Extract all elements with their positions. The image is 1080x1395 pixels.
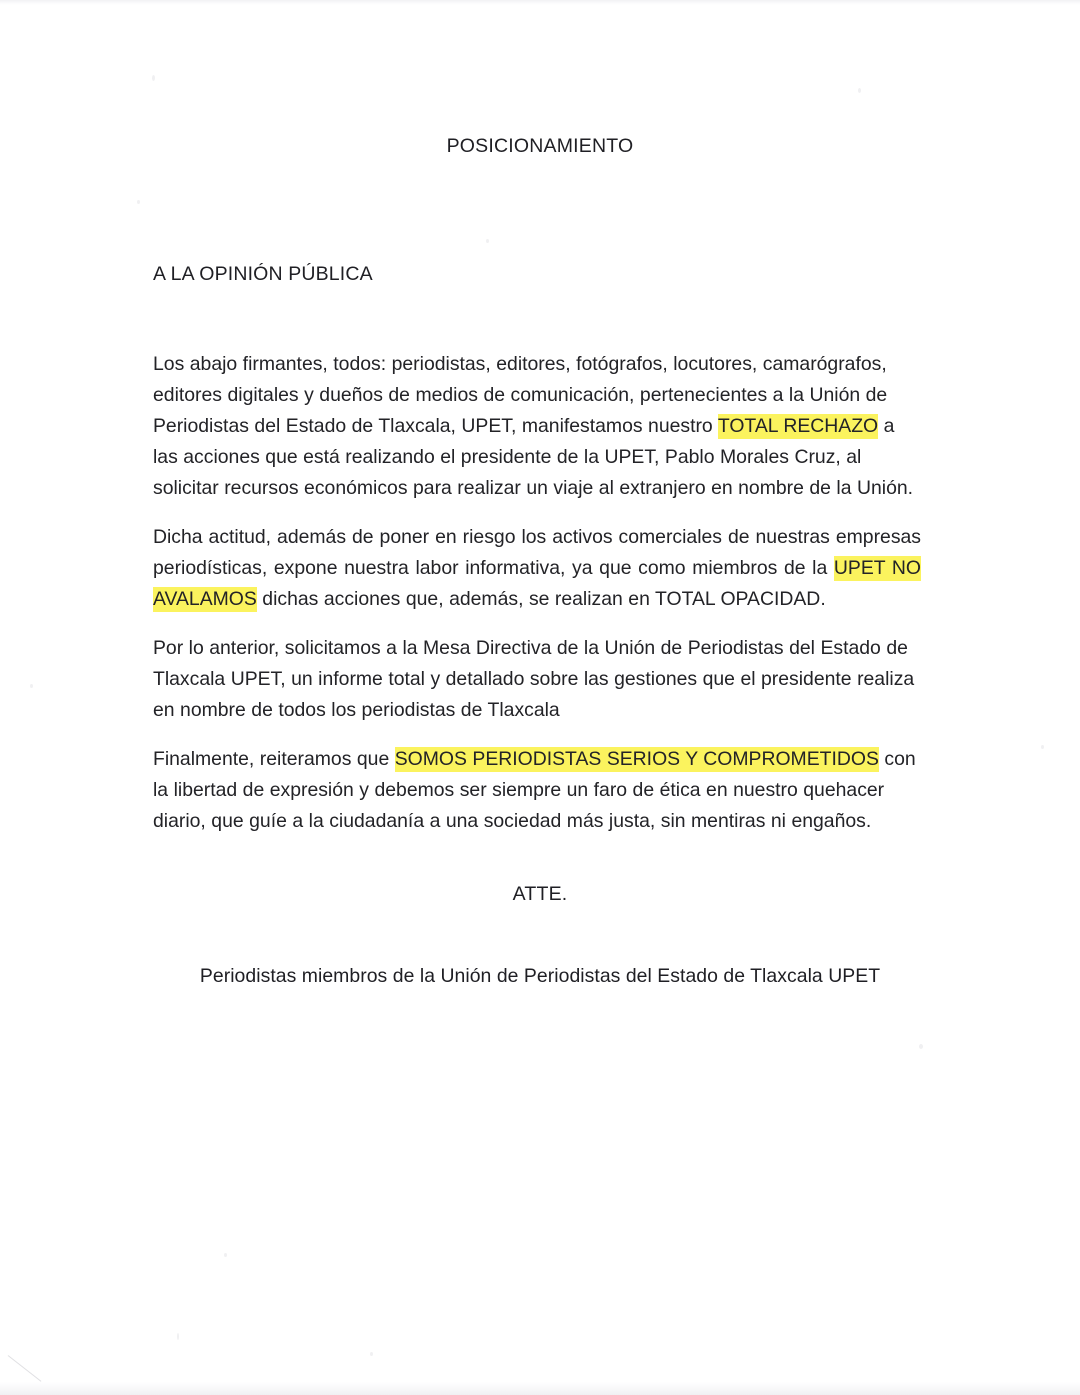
text-run: dichas acciones que, además, se realizan en TOTAL OPACIDAD. (256, 588, 826, 610)
text-run: con la libertad de expresión y debemos ser siempre un faro de ética en nuestro quehacer diario, que guíe a la ciudadanía a una sociedad más justa, sin mentiras ni engaños. (153, 748, 916, 832)
paper-speck (30, 684, 33, 688)
paper-speck (919, 1044, 923, 1049)
paper-speck (224, 1253, 227, 1257)
paper-speck (370, 1352, 373, 1356)
scan-streak-artifact (8, 1355, 42, 1382)
paragraph-p3 (153, 633, 921, 726)
highlighted-text: TOTAL RECHAZO (717, 415, 879, 437)
closing-salutation: ATTE. (512, 883, 568, 905)
paper-speck (137, 200, 140, 204)
paragraph-p1 (153, 349, 921, 504)
text-run: Los abajo firmantes, todos: periodistas, editores, fotógrafos, locutores, camarógrafos, editores digitales y dueños de medios de comunicación, pertenecientes a la Unión de Periodistas del Estado de Tlaxcala, UPET, manifestamos nuestro (153, 353, 888, 437)
paper-speck (152, 75, 155, 81)
text-run: Finalmente, reiteramos que (153, 748, 395, 770)
text-run: a las acciones que está realizando el presidente de la UPET, Pablo Morales Cruz, al solicitar recursos económicos para realizar un viaje al extranjero en nombre de la Unión. (153, 415, 914, 499)
document-title: POSICIONAMIENTO (446, 135, 634, 157)
scan-edge-bottom (0, 1382, 1080, 1395)
highlighted-text: UPET NO AVALAMOS (153, 557, 921, 610)
addressee-heading: A LA OPINIÓN PÚBLICA (153, 263, 373, 285)
signers-line: Periodistas miembros de la Unión de Periodistas del Estado de Tlaxcala UPET (199, 965, 881, 987)
paper-speck (1041, 745, 1044, 749)
document-body (153, 349, 921, 837)
paper-speck (486, 239, 489, 243)
paper-speck (177, 1333, 179, 1340)
paper-speck (858, 88, 861, 93)
highlighted-text: SOMOS PERIODISTAS SERIOS Y COMPROMETIDOS (394, 748, 879, 770)
text-run: Dicha actitud, además de poner en riesgo los activos comerciales de nuestras empresas periodísticas, expone nuestra labor informativa, ya que como miembros de la (153, 526, 921, 579)
paragraph-p4 (153, 744, 921, 837)
paragraph-p2 (153, 522, 921, 615)
scan-edge-top (0, 0, 1080, 5)
text-run: Por lo anterior, solicitamos a la Mesa Directiva de la Unión de Periodistas del Estado de Tlaxcala UPET, un informe total y detallado sobre las gestiones que el presidente realiza en nombre de todos los periodistas de Tlaxcala (153, 637, 915, 721)
